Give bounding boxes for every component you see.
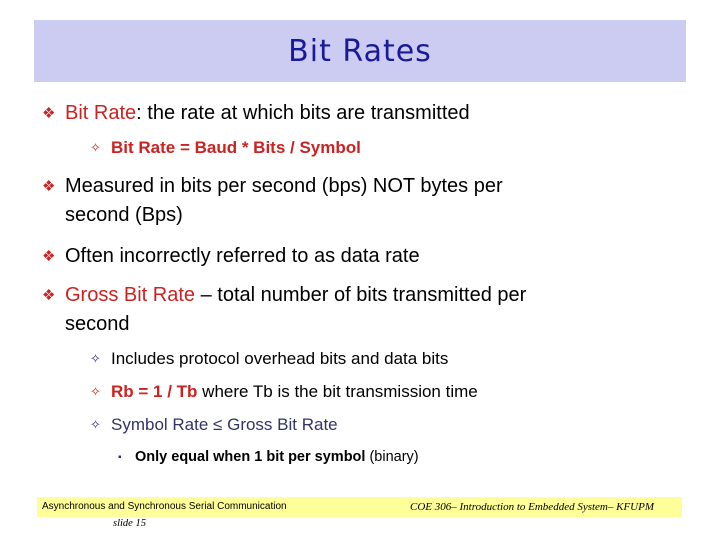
- outline-diamond-bullet-icon: ✧: [90, 140, 101, 155]
- subbullet-text-rest: where Tb is the bit transmission time: [197, 382, 478, 401]
- footer-presentation-title: Asynchronous and Synchronous Serial Communication: [42, 501, 287, 512]
- bullet-text-rest: – total number of bits transmitted per second: [65, 284, 527, 335]
- outline-diamond-bullet-icon: ✧: [90, 417, 101, 432]
- formula-text: Rb = 1 / Tb: [111, 382, 198, 401]
- subbullet-item-symbol-rate: [90, 414, 651, 436]
- subsubbullet-item-binary: [118, 448, 635, 467]
- diamond-bullet-icon: ❖: [42, 248, 56, 265]
- bullet-item-measured: [42, 172, 535, 230]
- subbullet-text: [111, 414, 651, 436]
- bullet-text: [65, 281, 535, 339]
- diamond-bullet-icon: ❖: [42, 287, 56, 304]
- footer-bar: [37, 497, 682, 517]
- diamond-bullet-icon: ❖: [42, 105, 56, 122]
- subbullet-text: [111, 381, 651, 403]
- page-title: Bit Rates: [288, 33, 432, 69]
- title-banner: [34, 20, 686, 82]
- bullet-text-lead: Gross Bit Rate: [65, 284, 196, 306]
- subsubbullet-text: [135, 448, 635, 467]
- square-bullet-icon: ▪: [118, 452, 122, 463]
- slide-number: slide 15: [113, 518, 146, 529]
- bullet-text: Measured in bits per second (bps) NOT bytes per second (Bps): [65, 175, 503, 226]
- subbullet-item-rb-formula: [90, 381, 651, 403]
- subbullet-text-lead: Symbol Rate ≤ Gross Bit Rate: [111, 415, 338, 434]
- formula-text: Bit Rate = Baud * Bits / Symbol: [111, 138, 361, 157]
- subbullet-text: Includes protocol overhead bits and data bits: [111, 349, 449, 368]
- subsubbullet-text-lead: Only equal when 1 bit per symbol: [135, 449, 370, 465]
- subsubbullet-text-rest: (binary): [369, 449, 419, 465]
- footer-course-title: COE 306– Introduction to Embedded System– KFUPM: [410, 501, 654, 513]
- bullet-text: Often incorrectly referred to as data rate: [65, 245, 420, 267]
- subbullet-item-overhead: [90, 348, 651, 370]
- subbullet-item-formula: [90, 137, 651, 159]
- bullet-text: [65, 99, 535, 128]
- bullet-text-rest: : the rate at which bits are transmitted: [136, 102, 470, 124]
- diamond-bullet-icon: ❖: [42, 178, 56, 195]
- outline-diamond-bullet-icon: ✧: [90, 384, 101, 399]
- outline-diamond-bullet-icon: ✧: [90, 351, 101, 366]
- bullet-item-data-rate: [42, 242, 535, 271]
- bullet-item-gross-bit-rate: [42, 281, 535, 339]
- subbullet-text: [111, 137, 651, 159]
- bullet-text-lead: Bit Rate: [65, 102, 137, 124]
- bullet-item-bit-rate: [42, 99, 535, 128]
